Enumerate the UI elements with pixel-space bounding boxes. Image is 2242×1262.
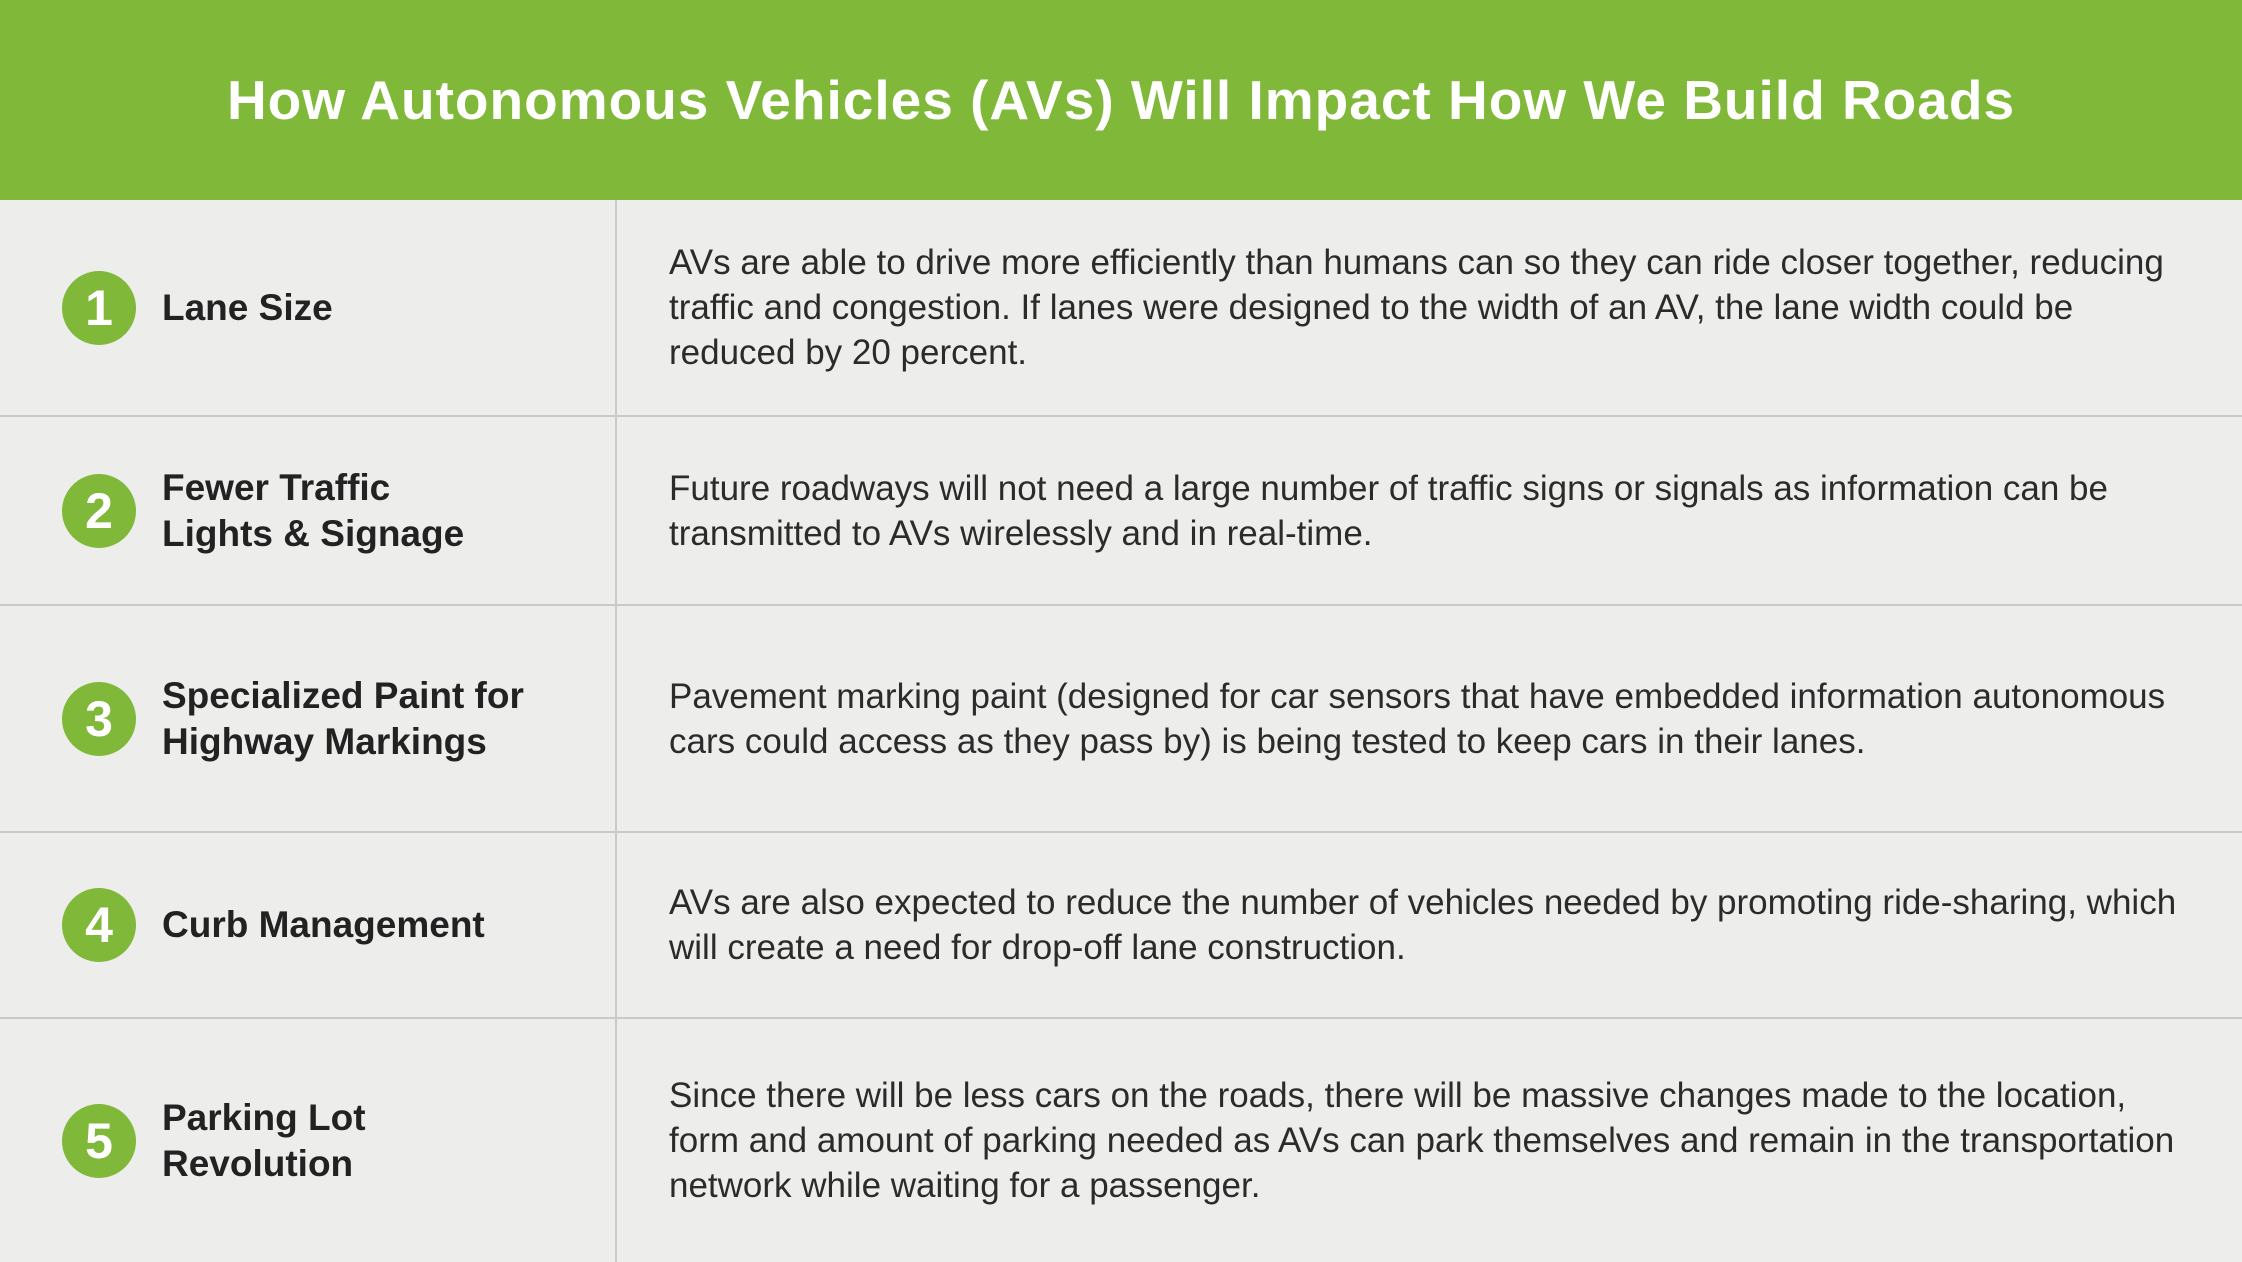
number-badge: 5 <box>62 1104 136 1178</box>
row-label: Lane Size <box>162 286 333 328</box>
number-badge: 4 <box>62 888 136 962</box>
page-title: How Autonomous Vehicles (AVs) Will Impact How We Build Roads <box>226 69 2016 131</box>
row-label: Specialized Paint for Highway Markings <box>162 674 524 762</box>
row-description: AVs are able to drive more efficiently than humans can so they can ride closer together, reducing traffic and congestion. If lanes were designed to the width of an AV, the lane width could be reduced by 20 percent. <box>669 243 2164 372</box>
row-label: Curb Management <box>162 904 485 945</box>
header-banner <box>0 0 2242 200</box>
row-description: Since there will be less cars on the roads, there will be massive changes made to the location, form and amount of parking needed as AVs can park themselves and remain in the transportation network while waiting for a passenger. <box>669 1076 2175 1205</box>
impact-table <box>0 200 2242 1262</box>
table-row <box>0 833 2242 1019</box>
row-label: Fewer Traffic Lights & Signage <box>162 466 465 554</box>
row-description: AVs are also expected to reduce the number of vehicles needed by promoting ride-sharing, which will create a need for drop-off lane construction. <box>669 883 2177 967</box>
table-row <box>0 606 2242 833</box>
row-description: Pavement marking paint (designed for car sensors that have embedded information autonomous cars could access as they pass by) is being tested to keep cars in their lanes. <box>669 676 2166 761</box>
number-badge: 2 <box>62 474 136 548</box>
row-description: Future roadways will not need a large number of traffic signs or signals as information can be transmitted to AVs wirelessly and in real-time. <box>669 468 2108 553</box>
table-row <box>0 1019 2242 1262</box>
table-row <box>0 200 2242 417</box>
row-heading <box>0 271 617 345</box>
table-row <box>0 417 2242 606</box>
number-badge: 3 <box>62 682 136 756</box>
number-badge: 1 <box>62 271 136 345</box>
row-label: Parking Lot Revolution <box>162 1096 366 1184</box>
row-heading <box>0 673 617 765</box>
row-heading <box>0 465 617 557</box>
row-heading <box>0 1095 617 1187</box>
row-heading <box>0 888 617 962</box>
